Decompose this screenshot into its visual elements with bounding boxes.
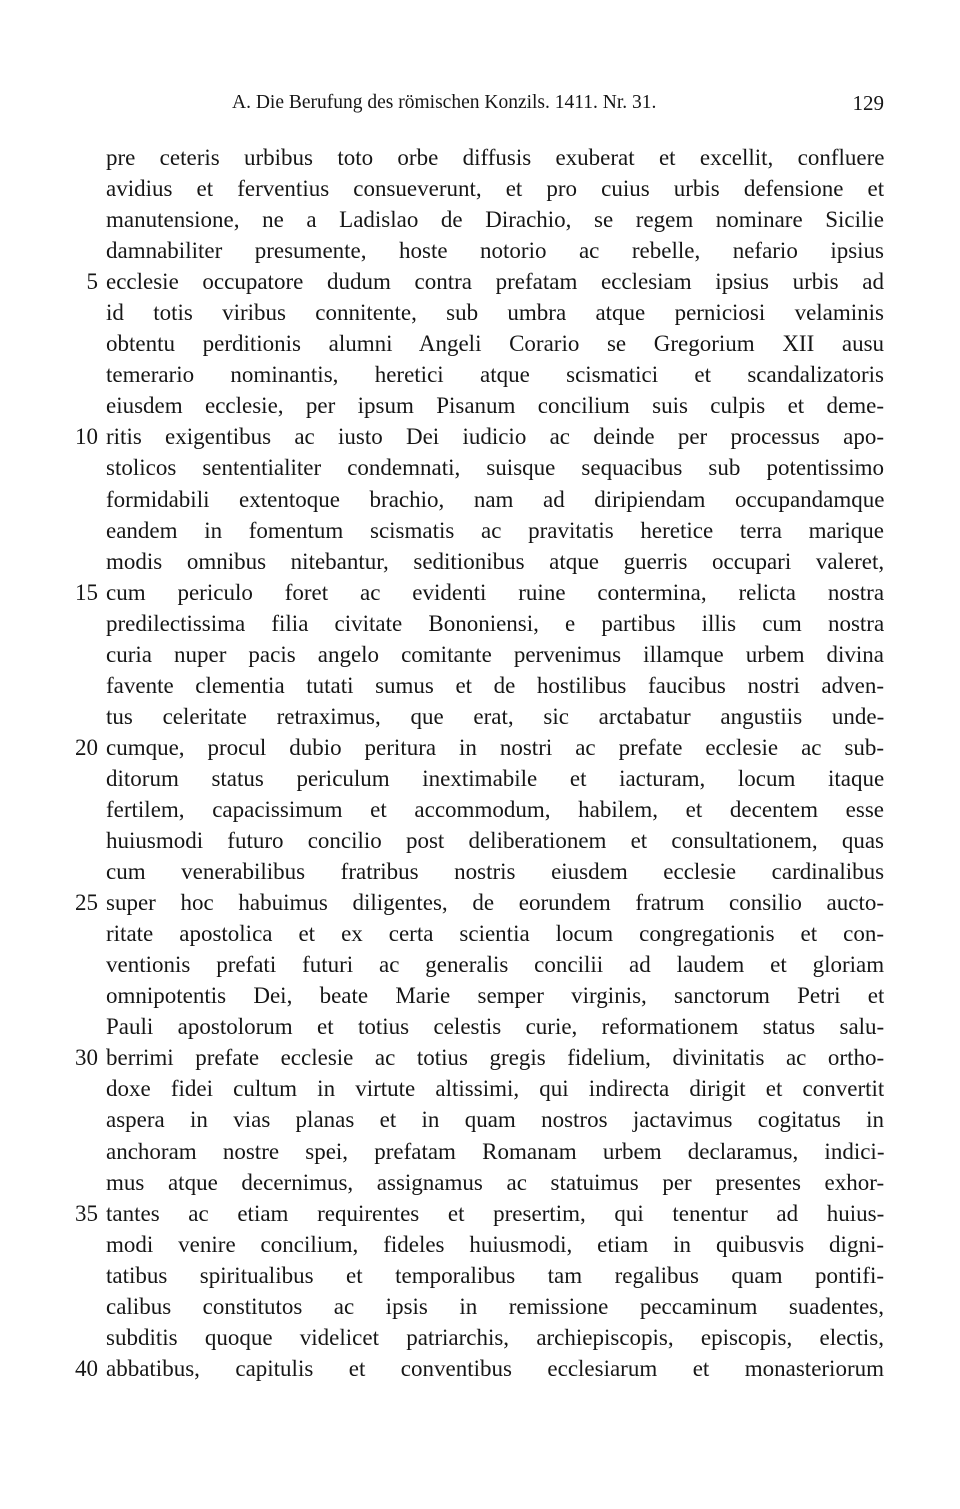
text-line	[0, 173, 960, 204]
line-number: 30	[75, 1045, 98, 1071]
text-line	[0, 949, 960, 980]
text-line	[0, 887, 960, 918]
text-line	[0, 980, 960, 1011]
running-title: A. Die Berufung des römischen Konzils. 1411. Nr. 31.	[232, 92, 657, 113]
text-line	[0, 328, 960, 359]
text-line	[0, 484, 960, 515]
text-line	[0, 142, 960, 173]
text-line	[0, 1198, 960, 1229]
line-number: 15	[75, 579, 98, 605]
text-line	[0, 763, 960, 794]
line-text: abbatibus, capitulis et conventibus ecclesiarum et monasteriorum	[106, 1355, 884, 1381]
line-text: ritate apostolica et ex certa scientia locum congregationis et con-	[106, 921, 884, 947]
text-line	[0, 608, 960, 639]
text-line	[0, 1042, 960, 1073]
text-line	[0, 1073, 960, 1104]
line-text: aspera in vias planas et in quam nostros jactavimus cogitatus in	[106, 1107, 884, 1133]
line-text: fertilem, capacissimum et accommodum, habilem, et decentem esse	[106, 796, 884, 822]
line-text: eiusdem ecclesie, per ipsum Pisanum concilium suis culpis et deme-	[106, 393, 884, 419]
text-line	[0, 856, 960, 887]
line-text: id totis viribus connitente, sub umbra atque perniciosi velaminis	[106, 300, 884, 326]
line-text: super hoc habuimus diligentes, de eorundem fratrum consilio aucto-	[106, 890, 884, 916]
text-line	[0, 1167, 960, 1198]
line-text: subditis quoque videlicet patriarchis, archiepiscopis, episcopis, electis,	[106, 1324, 884, 1350]
text-line	[0, 794, 960, 825]
line-text: tatibus spiritualibus et temporalibus tam regalibus quam pontifi-	[106, 1262, 884, 1288]
line-number: 5	[86, 269, 98, 295]
text-line	[0, 1322, 960, 1353]
line-text: modis omnibus nitebantur, seditionibus atque guerris occupari valeret,	[106, 548, 884, 574]
text-line	[0, 1136, 960, 1167]
line-text: Pauli apostolorum et totius celestis curie, reformationem status salu-	[106, 1014, 884, 1040]
line-text: cum periculo foret ac evidenti ruine contermina, relicta nostra	[106, 579, 884, 605]
text-line	[0, 546, 960, 577]
text-line	[0, 1260, 960, 1291]
line-number: 35	[75, 1200, 98, 1226]
line-text: obtentu perditionis alumni Angeli Corario se Gregorium XII ausu	[106, 331, 884, 357]
line-text: manutensione, ne a Ladislao de Dirachio, se regem nominare Sicilie	[106, 207, 884, 233]
line-text: temerario nominantis, heretici atque scismatici et scandalizatoris	[106, 362, 884, 388]
text-line	[0, 204, 960, 235]
line-text: doxe fidei cultum in virtute altissimi, qui indirecta dirigit et convertit	[106, 1076, 884, 1102]
text-line	[0, 452, 960, 483]
line-text: ritis exigentibus ac iusto Dei iudicio ac deinde per processus apo-	[106, 424, 884, 450]
text-line	[0, 390, 960, 421]
text-line	[0, 701, 960, 732]
line-text: eandem in fomentum scismatis ac pravitatis heretice terra marique	[106, 517, 884, 543]
line-text: stolicos sententialiter condemnati, suisque sequacibus sub potentissimo	[106, 455, 884, 481]
line-text: tantes ac etiam requirentes et presertim, qui tenentur ad huius-	[106, 1200, 884, 1226]
line-text: modi venire concilium, fideles huiusmodi, etiam in quibusvis digni-	[106, 1231, 884, 1257]
line-number: 10	[75, 424, 98, 450]
text-line	[0, 235, 960, 266]
line-text: formidabili extentoque brachio, nam ad diripiendam occupandamque	[106, 486, 884, 512]
text-line	[0, 825, 960, 856]
text-line	[0, 359, 960, 390]
line-text: omnipotentis Dei, beate Marie semper virginis, sanctorum Petri et	[106, 983, 884, 1009]
line-number: 40	[75, 1355, 98, 1381]
text-line	[0, 421, 960, 452]
line-text: anchoram nostre spei, prefatam Romanam urbem declaramus, indici-	[106, 1138, 884, 1164]
line-text: mus atque decernimus, assignamus ac statuimus per presentes exhor-	[106, 1169, 884, 1195]
line-text: damnabiliter presumente, hoste notorio ac rebelle, nefario ipsius	[106, 238, 884, 264]
line-text: berrimi prefate ecclesie ac totius gregis fidelium, divinitatis ac ortho-	[106, 1045, 884, 1071]
line-number: 25	[75, 890, 98, 916]
line-text: predilectissima filia civitate Bononiensi, e partibus illis cum nostra	[106, 610, 884, 636]
line-text: ventionis prefati futuri ac generalis concilii ad laudem et gloriam	[106, 952, 884, 978]
text-line	[0, 670, 960, 701]
line-text: tus celeritate retraximus, que erat, sic arctabatur angustiis unde-	[106, 703, 884, 729]
line-text: huiusmodi futuro concilio post deliberationem et consultationem, quas	[106, 828, 884, 854]
text-line	[0, 918, 960, 949]
text-line	[0, 515, 960, 546]
line-text: pre ceteris urbibus toto orbe diffusis exuberat et excellit, confluere	[106, 145, 884, 170]
text-line	[0, 732, 960, 763]
text-line	[0, 1011, 960, 1042]
text-line	[0, 639, 960, 670]
line-text: favente clementia tutati sumus et de hostilibus faucibus nostri adven-	[106, 672, 884, 698]
body-text	[0, 142, 960, 1384]
text-line	[0, 1104, 960, 1135]
page-number: 129	[852, 91, 884, 115]
text-line	[0, 1291, 960, 1322]
line-text: curia nuper pacis angelo comitante pervenimus illamque urbem divina	[106, 641, 884, 667]
line-text: ecclesie occupatore dudum contra prefatam ecclesiam ipsius urbis ad	[106, 269, 884, 295]
line-text: avidius et ferventius consueverunt, et pro cuius urbis defensione et	[106, 176, 884, 202]
running-header	[232, 88, 884, 118]
text-line	[0, 1353, 960, 1384]
line-text: ditorum status periculum inextimabile et iacturam, locum itaque	[106, 765, 884, 791]
text-line	[0, 266, 960, 297]
text-line	[0, 1229, 960, 1260]
text-line	[0, 577, 960, 608]
line-text: cumque, procul dubio peritura in nostri ac prefate ecclesie ac sub-	[106, 734, 884, 760]
line-text: cum venerabilibus fratribus nostris eiusdem ecclesie cardinalibus	[106, 859, 884, 885]
text-line	[0, 297, 960, 328]
line-text: calibus constitutos ac ipsis in remissione peccaminum suadentes,	[106, 1293, 884, 1319]
line-number: 20	[75, 734, 98, 760]
